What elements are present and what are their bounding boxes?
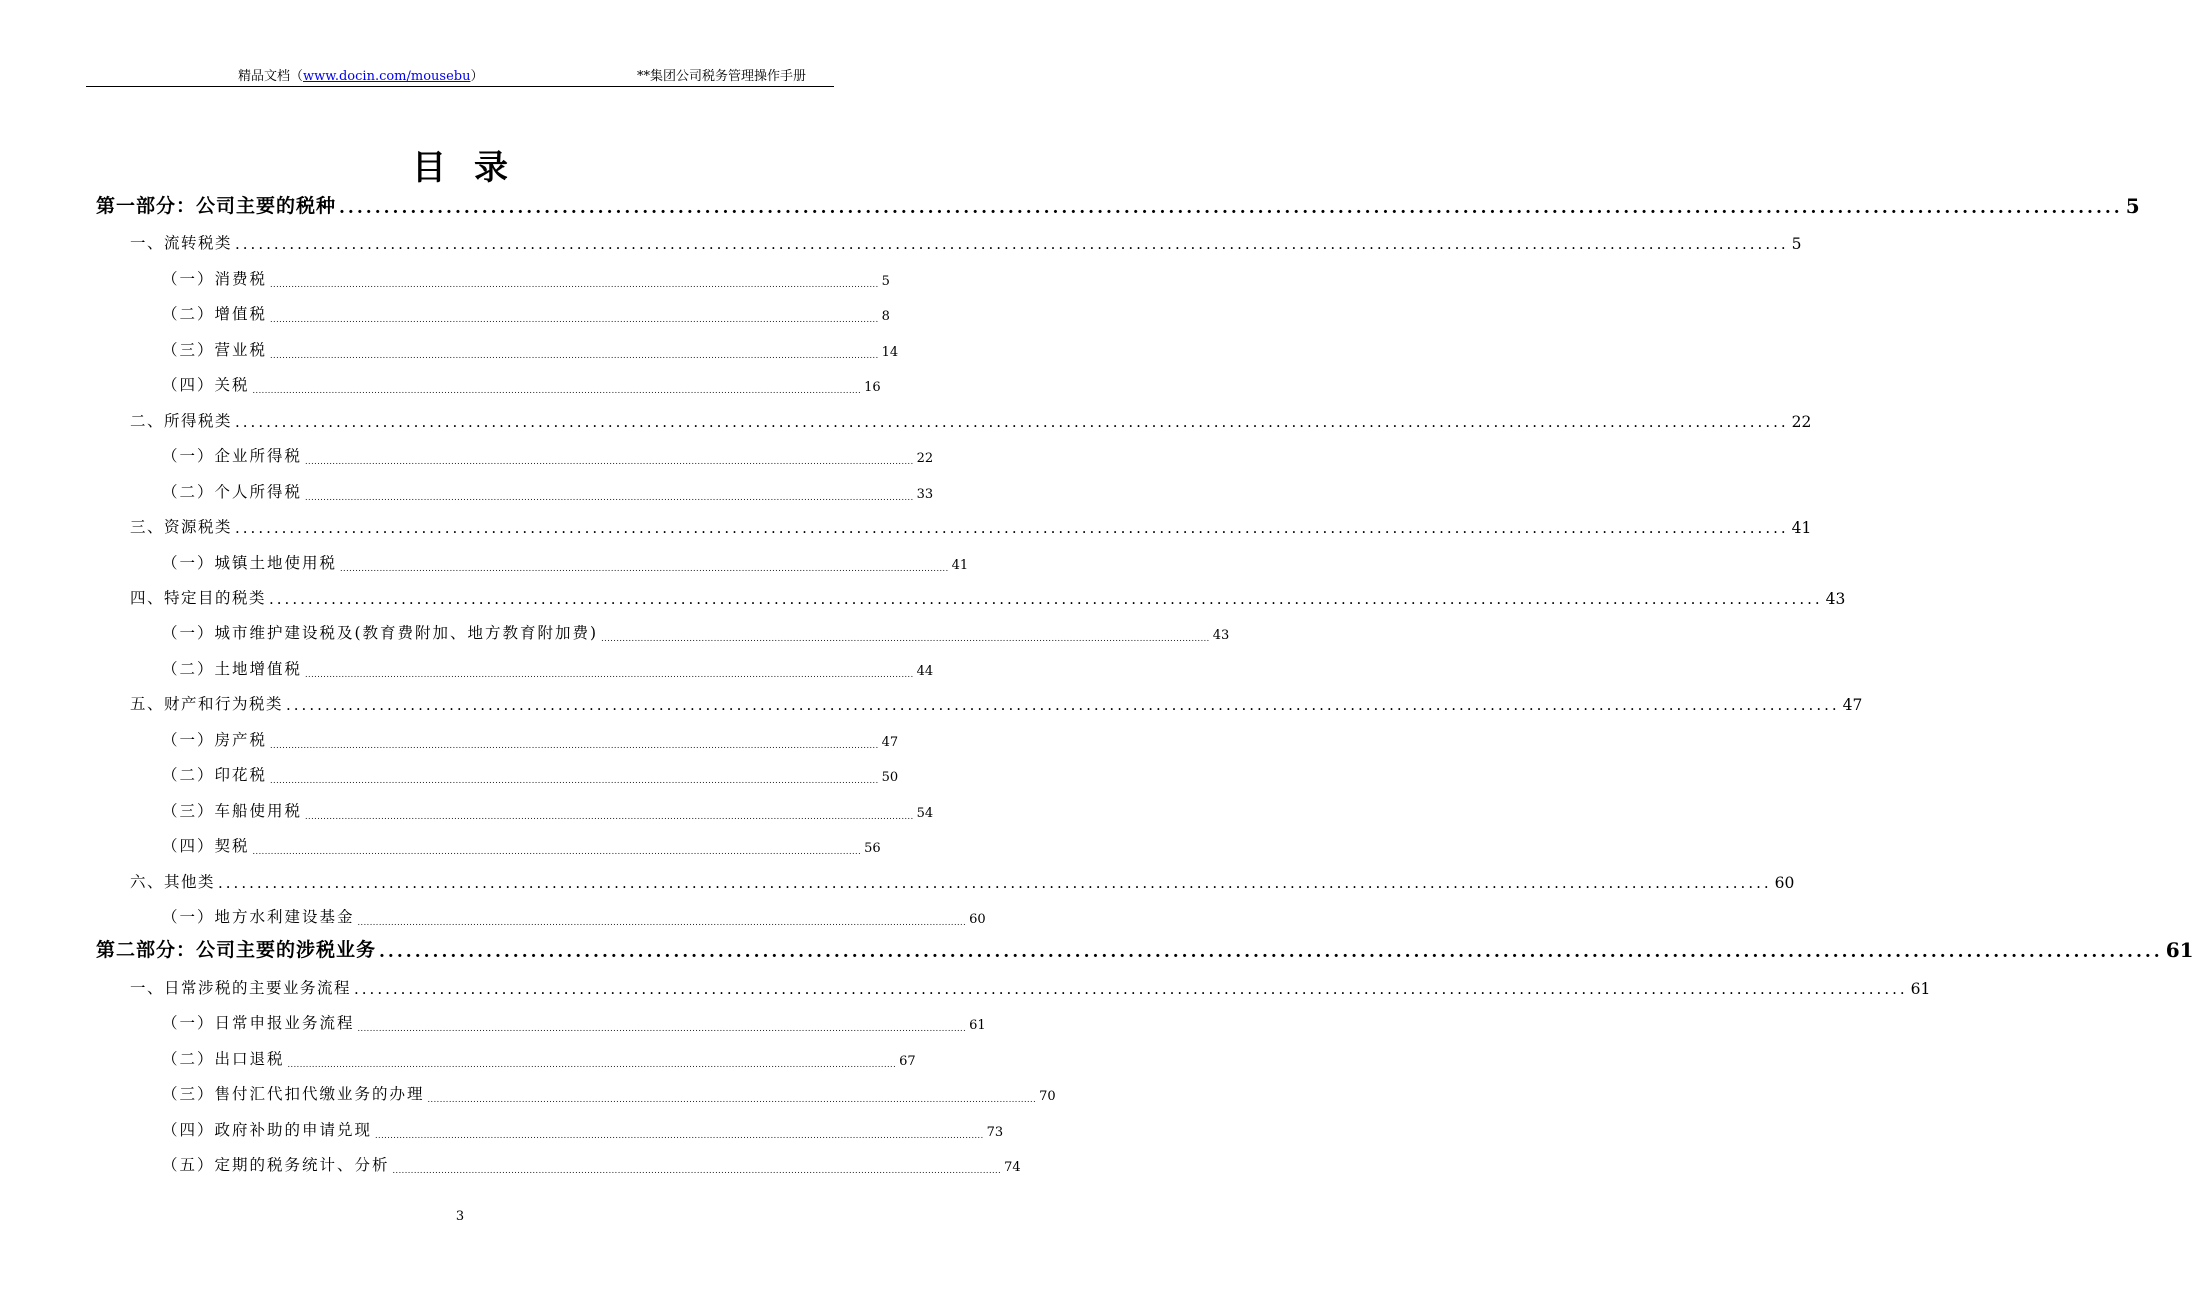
toc-entry-page: 14 (881, 344, 899, 360)
toc-entry-page: 22 (1791, 412, 1812, 431)
toc-entry[interactable] (96, 684, 1863, 715)
toc-entry-label: （一）企业所得税 (162, 447, 303, 466)
header-link[interactable]: www.docin.com/mousebu (303, 69, 471, 84)
toc-entry[interactable] (96, 613, 1230, 644)
toc-entry-page: 44 (916, 663, 934, 679)
toc-entry[interactable] (96, 259, 890, 289)
page-title: 目录 (412, 148, 536, 188)
toc-entry[interactable] (96, 1074, 1056, 1105)
toc-entry-page: 41 (951, 557, 969, 573)
toc-entry-page: 60 (969, 912, 986, 927)
toc-entry-page: 43 (1212, 628, 1230, 644)
page-number: 3 (455, 1209, 465, 1224)
toc-entry-label: 一、流转税类 (130, 234, 233, 253)
toc-dot-leader: ........................................................................................................................................................................................................ (305, 669, 914, 679)
toc-dot-leader: ........................................................................................................................................................................................................ (252, 847, 862, 857)
toc-entry[interactable] (96, 897, 986, 927)
toc-entry-page: 70 (1039, 1089, 1056, 1105)
toc-dot-leader: ........................................................................................................................................................................................................ (339, 198, 2123, 218)
toc-entry[interactable] (96, 720, 899, 750)
toc-entry-page: 33 (916, 486, 934, 502)
toc-entry-page: 73 (986, 1124, 1004, 1140)
toc-entry-label: （五）定期的税务统计、分析 (162, 1156, 390, 1175)
toc-entry[interactable] (96, 436, 934, 467)
header-source: 精品文档（www.docin.com/mousebu） (238, 69, 484, 84)
toc-dot-leader: ........................................................................................................................................................................................................ (375, 1130, 984, 1140)
toc-entry-label: （三）售付汇代扣代缴业务的办理 (162, 1085, 425, 1104)
toc-entry-page: 54 (916, 805, 934, 821)
toc-entry-label: 二、所得税类 (130, 411, 233, 430)
toc-entry-label: （二）出口退税 (162, 1049, 285, 1068)
toc-entry-page: 22 (916, 451, 934, 467)
header-manual-title: **集团公司税务管理操作手册 (636, 69, 806, 84)
toc-dot-leader: ........................................................................................................................................................................................................ (218, 873, 1772, 892)
toc-entry[interactable] (96, 649, 934, 679)
toc-dot-leader: ........................................................................................................................................................................................................ (305, 811, 914, 821)
toc-entry[interactable] (96, 826, 881, 857)
toc-dot-leader: ........................................................................................................................................................................................................ (392, 1166, 1002, 1176)
toc-dot-leader: ........................................................................................................................................................................................................ (270, 776, 879, 786)
toc-entry[interactable] (96, 1039, 916, 1069)
toc-entry-label: （一）城市维护建设税及(教育费附加、地方教育附加费) (162, 624, 599, 643)
toc-entry-label: 六、其他类 (130, 872, 216, 891)
toc-entry-page: 43 (1825, 589, 1846, 608)
toc-entry[interactable] (96, 188, 2140, 218)
toc-entry[interactable] (96, 365, 881, 396)
toc-dot-leader: ........................................................................................................................................................................................................ (270, 315, 879, 325)
toc-entry-page: 5 (1791, 235, 1802, 254)
toc-entry[interactable] (96, 543, 969, 573)
toc-entry[interactable] (96, 330, 899, 360)
toc-dot-leader: ........................................................................................................................................................................................................ (601, 634, 1210, 644)
toc-dot-leader: ........................................................................................................................................................................................................ (270, 740, 879, 750)
toc-dot-leader: ........................................................................................................................................................................................................ (287, 1059, 897, 1069)
toc-dot-leader: ........................................................................................................................................................................................................ (305, 457, 914, 467)
toc-entry-page: 67 (899, 1053, 916, 1069)
toc-dot-leader: ........................................................................................................................................................................................................ (235, 235, 1789, 254)
toc-entry-label: （四）关税 (162, 376, 250, 395)
toc-entry-label: （一）日常申报业务流程 (162, 1014, 355, 1033)
toc-entry-label: 三、资源税类 (130, 518, 233, 537)
toc-entry-page: 50 (881, 770, 899, 786)
toc-dot-leader: ........................................................................................................................................................................................................ (354, 979, 1908, 998)
toc-dot-leader: ........................................................................................................................................................................................................ (269, 589, 1823, 608)
toc-entry-page: 16 (864, 380, 881, 396)
toc-dot-leader: ........................................................................................................................................................................................................ (270, 279, 879, 289)
toc-entry-label: 第二部分：公司主要的涉税业务 (96, 939, 377, 962)
toc-dot-leader: ........................................................................................................................................................................................................ (357, 1024, 967, 1034)
toc-entry-label: （一）地方水利建设基金 (162, 908, 355, 926)
toc-entry-page: 5 (881, 273, 890, 289)
toc-entry-label: （四）政府补助的申请兑现 (162, 1120, 373, 1139)
toc-dot-leader: ........................................................................................................................................................................................................ (235, 412, 1789, 431)
toc-entry[interactable] (96, 755, 899, 786)
toc-entry[interactable] (96, 223, 1802, 254)
toc-entry-label: （一）城镇土地使用税 (162, 553, 338, 572)
toc-entry-page: 41 (1791, 519, 1812, 538)
toc-entry[interactable] (96, 1145, 1021, 1176)
page-header (86, 64, 834, 87)
toc-entry[interactable] (96, 932, 2194, 963)
toc-entry-page: 5 (2125, 194, 2140, 218)
toc-entry-page: 56 (864, 841, 881, 857)
toc-dot-leader: ........................................................................................................................................................................................................ (305, 492, 914, 502)
toc-entry-page: 74 (1004, 1160, 1021, 1176)
toc-dot-leader: ........................................................................................................................................................................................................ (357, 918, 967, 927)
toc-entry-page: 47 (1842, 696, 1863, 715)
toc-entry-page: 61 (969, 1018, 986, 1034)
toc-dot-leader: ........................................................................................................................................................................................................ (235, 519, 1789, 538)
toc-entry-page: 47 (881, 734, 899, 750)
toc-entry[interactable] (96, 791, 934, 821)
toc-entry-label: 一、日常涉税的主要业务流程 (130, 978, 352, 997)
toc-entry-page: 60 (1774, 873, 1795, 892)
toc-entry[interactable] (96, 1003, 986, 1034)
toc-entry[interactable] (96, 578, 1846, 608)
toc-entry-label: （三）车船使用税 (162, 801, 303, 820)
toc-dot-leader: ........................................................................................................................................................................................................ (379, 942, 2163, 963)
toc-entry[interactable] (96, 472, 934, 502)
toc-entry-page: 61 (2165, 938, 2194, 963)
toc-entry-label: （四）契税 (162, 837, 250, 856)
toc-entry[interactable] (96, 1110, 1004, 1140)
toc-dot-leader: ........................................................................................................................................................................................................ (427, 1095, 1037, 1105)
toc-entry-label: 第一部分：公司主要的税种 (96, 195, 337, 217)
toc-entry-label: 四、特定目的税类 (130, 588, 267, 607)
toc-dot-leader: ........................................................................................................................................................................................................ (270, 350, 879, 360)
toc-entry-label: （二）增值税 (162, 305, 268, 324)
toc-entry-label: 五、财产和行为税类 (130, 695, 284, 714)
toc-entry-label: （三）营业税 (162, 340, 268, 359)
toc-entry[interactable] (96, 968, 1931, 998)
toc-entry-label: （二）印花税 (162, 766, 268, 785)
toc-entry[interactable] (96, 401, 1812, 431)
toc-entry-page: 61 (1910, 979, 1931, 998)
toc-entry-label: （二）个人所得税 (162, 482, 303, 501)
toc-entry[interactable] (96, 507, 1812, 538)
toc-dot-leader: ........................................................................................................................................................................................................ (286, 696, 1840, 715)
toc-entry-page: 8 (881, 309, 890, 325)
toc-dot-leader: ........................................................................................................................................................................................................ (252, 386, 862, 396)
toc-entry[interactable] (96, 862, 1795, 892)
toc-entry-label: （二）土地增值税 (162, 659, 303, 678)
toc-dot-leader: ........................................................................................................................................................................................................ (340, 563, 949, 573)
toc-entry-label: （一）房产税 (162, 730, 268, 749)
toc-entry-label: （一）消费税 (162, 269, 268, 288)
toc-entry[interactable] (96, 294, 890, 325)
